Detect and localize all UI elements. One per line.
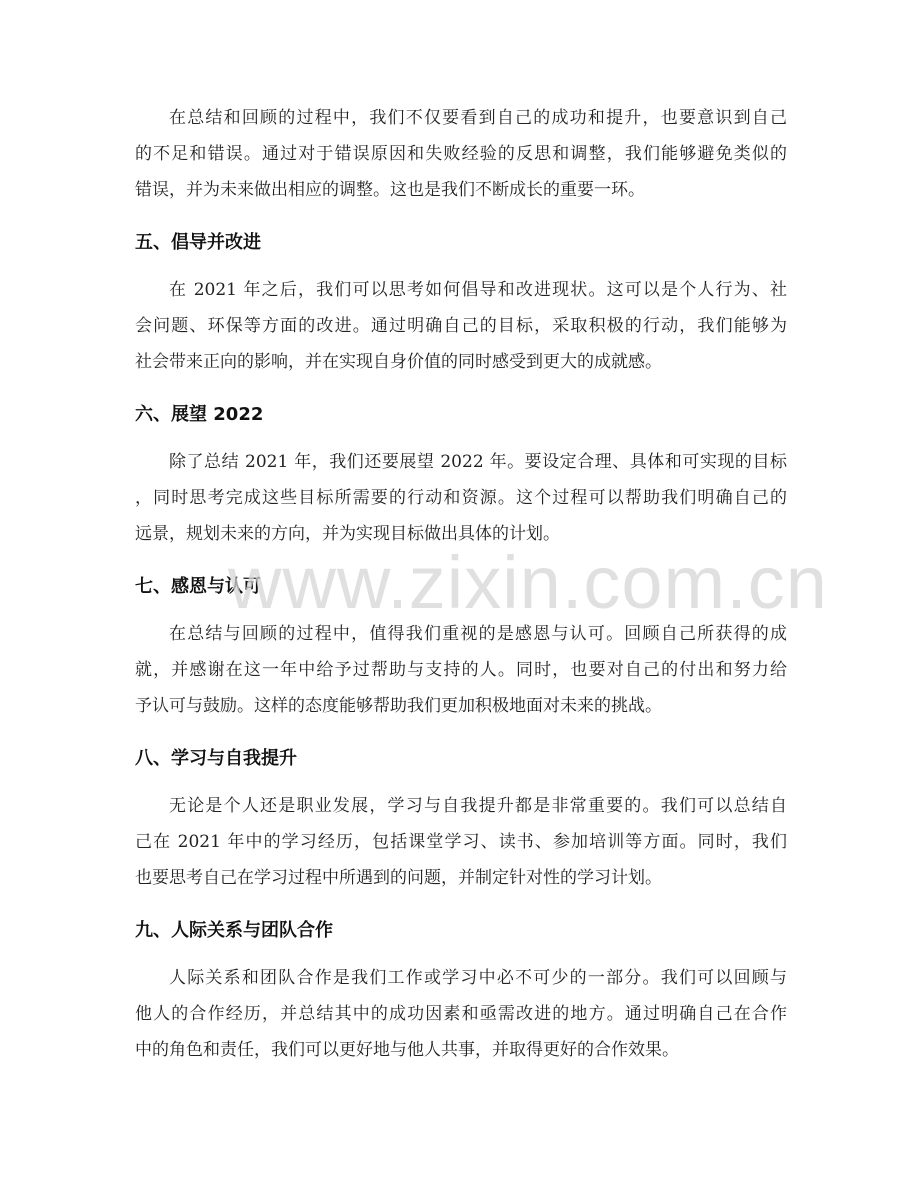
section-heading-7: 七、感恩与认可 [135,576,261,597]
text-line: 社会带来正向的影响，并在实现自身价值的同时感受到更大的成就感。 [135,352,662,372]
text-line: 在总结与回顾的过程中，值得我们重视的是感恩与认可。回顾自己所获得的成 [169,624,787,644]
paragraph-7 [135,616,787,724]
paragraph-5 [135,272,787,380]
text-line: 远景，规划未来的方向，并为实现目标做出具体的计划。 [135,524,560,544]
text-line: 无论是个人还是职业发展，学习与自我提升都是非常重要的。我们可以总结自 [169,796,787,816]
section-heading-9: 九、人际关系与团队合作 [135,920,333,941]
text-line: 的不足和错误。通过对于错误原因和失败经验的反思和调整，我们能够避免类似的 [135,144,787,164]
text-line: 予认可与鼓励。这样的态度能够帮助我们更加积极地面对未来的挑战。 [135,696,662,716]
text-line: 就，并感谢在这一年中给予过帮助与支持的人。同时，也要对自己的付出和努力给 [135,660,787,680]
text-line: 中的角色和责任，我们可以更好地与他人共事，并取得更好的合作效果。 [135,1040,679,1060]
watermark: www.zixin.com.cn [228,541,828,624]
document-page [135,100,787,1068]
section-heading-8: 八、学习与自我提升 [135,748,297,769]
text-line: ，同时思考完成这些目标所需要的行动和资源。这个过程可以帮助我们明确自己的 [135,488,787,508]
text-line: 己在 2021 年中的学习经历，包括课堂学习、读书、参加培训等方面。同时，我们 [135,832,787,852]
paragraph-6 [135,444,787,552]
paragraph-9 [135,960,787,1068]
section-heading-6: 六、展望 2022 [135,404,264,425]
paragraph-8 [135,788,787,896]
paragraph-reflection [135,100,787,208]
text-line: 会问题、环保等方面的改进。通过明确自己的目标，采取积极的行动，我们能够为 [135,316,787,336]
text-line: 在总结和回顾的过程中，我们不仅要看到自己的成功和提升，也要意识到自己 [169,108,787,128]
text-line: 也要思考自己在学习过程中所遇到的问题，并制定针对性的学习计划。 [135,868,662,888]
text-line: 他人的合作经历，并总结其中的成功因素和亟需改进的地方。通过明确自己在合作 [135,1004,787,1024]
section-heading-5: 五、倡导并改进 [135,232,261,253]
text-line: 除了总结 2021 年，我们还要展望 2022 年。要设定合理、具体和可实现的目标 [169,452,787,472]
text-line: 错误，并为未来做出相应的调整。这也是我们不断成长的重要一环。 [135,180,645,200]
text-line: 人际关系和团队合作是我们工作或学习中必不可少的一部分。我们可以回顾与 [169,968,787,988]
text-line: 在 2021 年之后，我们可以思考如何倡导和改进现状。这可以是个人行为、社 [169,280,787,300]
